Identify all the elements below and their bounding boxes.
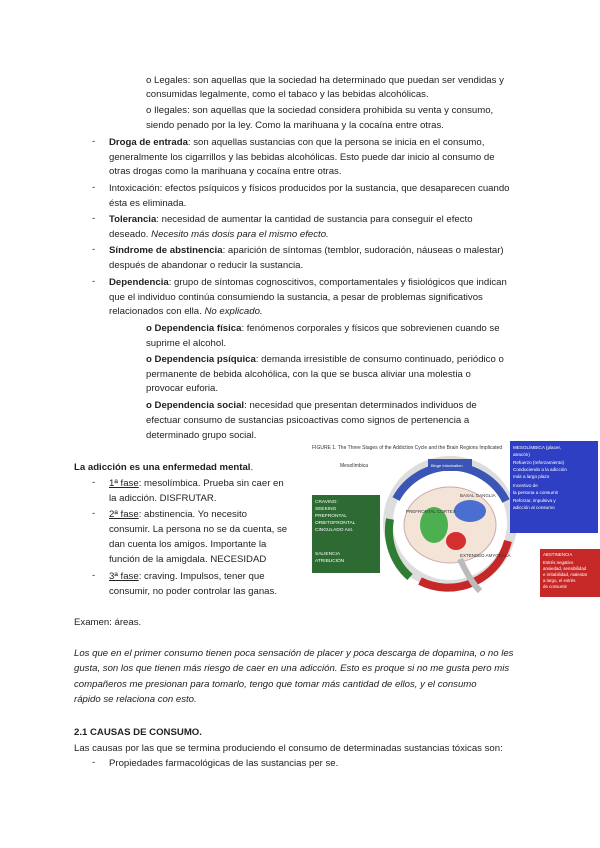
fase3-line-1: 3ª fase: craving. Impulsos, tener que [109,571,265,582]
brain-shape [404,487,496,563]
dep-social-line-2: efectuar consumo de sustancias psicoactivas como signos de pertenencia a [146,415,470,426]
dependencia-line-2: que el individuo continúa consumiendo la sustancia, a pesar de problemas significativos [109,292,483,303]
fase2-line-3: dan cuenta los amigos. Importante la [109,539,267,550]
bullet-dash: - [92,136,96,147]
green-box-line: PREFRONTAL [315,514,347,519]
italic-para-line-2: gusta, son los que tienen más riesgo de caer en una adicción. Esto es proque si no me gusta pero mis [74,663,510,674]
section-title: 2.1 CAUSAS DE CONSUMO. [74,727,202,738]
bullet-dash: - [92,213,96,224]
italic-para-line-4: rápido se relaciona con esto. [74,694,197,705]
blue-box-line: Reforzar, impulsiva y [513,498,556,503]
adiccion-heading: La adicción es una enfermedad mental. [74,462,254,473]
label-amyg: EXTENDED AMYGDALA [460,553,511,558]
red-box-line: a largo, el estrés [543,578,576,583]
fase3-line-2: consumir, no poder controlar las ganas. [109,586,277,597]
fase2-line-4: función de la amigdala. NECESIDAD [109,554,267,565]
ilegales-line-1: o Ilegales: son aquellas que la sociedad considera prohibida su venta y consumo, [146,105,494,116]
green-box-line: CRAVING: [315,500,338,505]
droga-entrada-line-3: otras drogas como la marihuana y cocaína entre otras. [109,166,342,177]
dep-psiquica-line-3: provocar euforia. [146,383,218,394]
fase2-line-2: consumir. La persona no se da cuenta, se [109,524,288,535]
green-box2-line: SALIENCIA [315,552,341,557]
addiction-cycle-diagram [310,441,600,597]
blue-box-line: MESOLÍMBICA (placer, [513,445,561,450]
label-pfc: PREFRONTAL CORTEX [406,509,456,514]
label-binge: Mesolímbica [340,463,369,469]
green-box2-line: ATRIBUCIÓN [315,559,345,564]
fase1-line-2: la adicción. DISFRUTAR. [109,493,217,504]
red-box-line: ABSTINENCIA [543,552,573,557]
bullet-dash: - [92,244,96,255]
examen-line: Examen: áreas. [74,617,142,628]
bullet-dash: - [92,757,96,768]
bullet-dash: - [92,276,96,287]
red-box-line: e irritabilidad, malestar [543,572,588,577]
causas-intro: Las causas por las que se termina produciendo el consumo de determinadas sustancias tóxicas son: [74,743,503,754]
abstinencia-line-2: después de abandonar o reducir la sustancia. [109,260,304,271]
dependencia-line-1: Dependencia: grupo de síntomas cognoscitivos, comportamentales y fisiológicos que indican [109,277,507,288]
bullet-dash: - [92,570,96,581]
blue-box-line: más a largo plazo [513,474,550,479]
droga-entrada-line-1: Droga de entrada: son aquellas sustancias con que la persona se inicia en el consumo, [109,137,485,148]
dependencia-line-3: relacionados con ella. No explicado. [109,306,263,317]
legales-line-2: consumidas legalmente, como el tabaco y las bebidas alcohólicas. [146,89,429,100]
bullet-dash: - [92,477,96,488]
label-top-stage: Binge Intoxication [431,463,463,468]
red-box-line: ansiedad, sensibilidad [543,566,587,571]
causas-item-1: Propiedades farmacológicas de las sustancias per se. [109,758,339,769]
dep-psiquica-line-2: permanente de bebida alcohólica, con la que se busca aliviar una molestia o [146,369,471,380]
green-box-line: CINGULADO Ant. [315,528,354,533]
intoxicacion-line-2: ésta es eliminada. [109,198,187,209]
red-box-line: de consumir [543,584,567,589]
abstinencia-line-1: Síndrome de abstinencia: aparición de síntomas (temblor, sudoración, náuseas o malestar) [109,245,504,256]
blue-box-line: adicción al consumo [513,505,555,510]
green-box-line: ORBITOFRONTAL [315,521,356,526]
tolerancia-line-2: deseado. Necesito más dosis para el mismo efecto. [109,229,329,240]
dep-psiquica-line-1: o Dependencia psíquica: demanda irresistible de consumo continuado, periódico o [146,354,504,365]
label-basal: BASAL GANGLIA [460,493,496,498]
blue-box-line: Refuerzo (reforzamiento) [513,460,565,465]
droga-entrada-line-2: generalmente los cigarrillos y las bebidas alcohólicas. Esto puede dar inicio al consumo de [109,152,495,163]
dep-fisica-line-1: o Dependencia física: fenómenos corporales y físicos que sobrevienen cuando se [146,323,500,334]
blue-box-line: Conduciendo a la adicción [513,467,567,472]
fase1-line-1: 1ª fase: mesolímbica. Prueba sin caer en [109,478,284,489]
intoxicacion-line-1: Intoxicación: efectos psíquicos y físicos producidos por la sustancia, que desaparecen cuando [109,183,510,194]
amygdala-region [446,532,466,550]
dep-social-line-3: determinado grupo social. [146,430,257,441]
italic-para-line-3: compañeros me presionan para tomarlo, tengo que tomar más cantidad de ellos, y el consumo [74,679,477,690]
bullet-dash: - [92,508,96,519]
figure-caption: FIGURE 1. The Three Stages of the Addiction Cycle and the Brain Regions Implicated [312,445,503,451]
blue-box-line: atracón) [513,452,530,457]
tolerancia-line-1: Tolerancia: necesidad de aumentar la cantidad de sustancia para conseguir el efecto [109,214,473,225]
blue-box-line: Incentivo de [513,483,538,488]
ilegales-line-2: siendo penado por la ley. Como la marihuana y la cocaína entre otras. [146,120,444,131]
addiction-cycle-figure [310,441,600,597]
fase2-line-1: 2ª fase: abstinencia. Yo necesito [109,509,247,520]
dep-fisica-line-2: suprime el alcohol. [146,338,226,349]
blue-box-line: la persona a consumir [513,490,559,495]
legales-line-1: o Legales: son aquellas que la sociedad ha determinado que puedan ser vendidas y [146,75,504,86]
green-box-line: SEEKING [315,507,337,512]
basal-ganglia-region [454,500,486,522]
bullet-dash: - [92,182,96,193]
dep-social-line-1: o Dependencia social: necesidad que presentan determinados individuos de [146,400,477,411]
red-box-line: Estrés negativo [543,560,574,565]
italic-para-line-1: Los que en el primer consumo tienen poca sensación de placer y poca descarga de dopamina, o no les [74,648,514,659]
